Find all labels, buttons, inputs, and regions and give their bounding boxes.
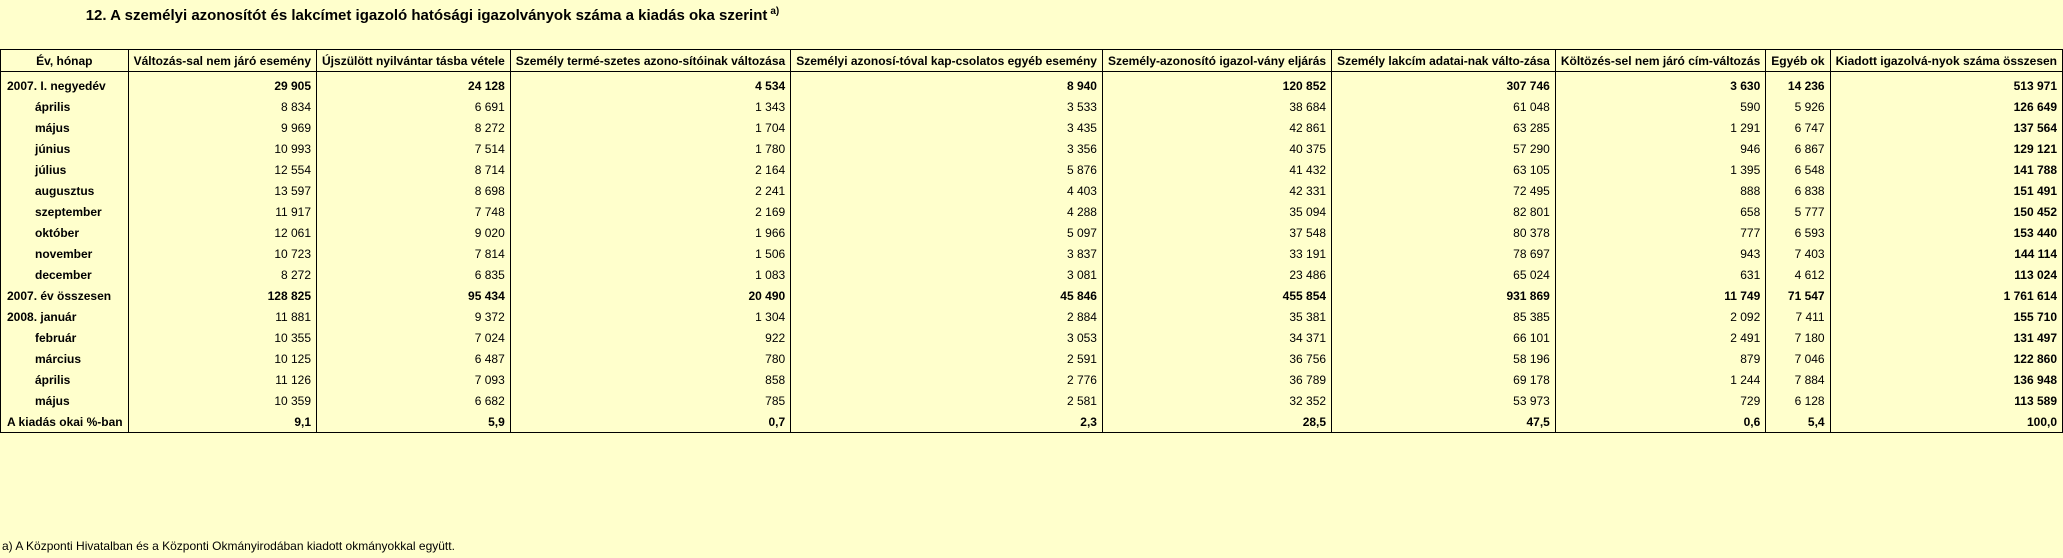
table-cell: 151 491 <box>1830 180 2062 201</box>
table-cell: 35 094 <box>1102 201 1331 222</box>
table-row <box>1 180 2063 201</box>
table-cell: 1 343 <box>510 96 790 117</box>
table-cell: 1 704 <box>510 117 790 138</box>
table-row <box>1 369 2063 390</box>
table-cell: 155 710 <box>1830 306 2062 327</box>
table-cell: 631 <box>1555 264 1765 285</box>
row-label: 2007. I. negyedév <box>1 72 129 97</box>
table-cell: 3 630 <box>1555 72 1765 97</box>
table-row <box>1 327 2063 348</box>
row-label: március <box>1 348 129 369</box>
row-label: augusztus <box>1 180 129 201</box>
table-cell: 922 <box>510 327 790 348</box>
table-cell: 11 126 <box>128 369 316 390</box>
table-cell: 6 691 <box>317 96 511 117</box>
row-label: július <box>1 159 129 180</box>
table-cell: 8 940 <box>791 72 1103 97</box>
table-cell: 23 486 <box>1102 264 1331 285</box>
col-header-id-card-procedure: Személy-azonosító igazol-vány eljárás <box>1102 50 1331 72</box>
table-row <box>1 285 2063 306</box>
table-cell: 3 435 <box>791 117 1103 138</box>
table-cell: 2 491 <box>1555 327 1765 348</box>
table-cell: 7 046 <box>1766 348 1830 369</box>
table-cell: 63 105 <box>1332 159 1556 180</box>
table-cell: 7 884 <box>1766 369 1830 390</box>
row-label: október <box>1 222 129 243</box>
table-cell: 6 548 <box>1766 159 1830 180</box>
table-cell: 2,3 <box>791 411 1103 433</box>
table-cell: 57 290 <box>1332 138 1556 159</box>
table-cell: 41 432 <box>1102 159 1331 180</box>
table-cell: 12 554 <box>128 159 316 180</box>
table-cell: 6 867 <box>1766 138 1830 159</box>
table-row <box>1 411 2063 433</box>
table-cell: 7 514 <box>317 138 511 159</box>
table-cell: 729 <box>1555 390 1765 411</box>
table-cell: 7 180 <box>1766 327 1830 348</box>
table-cell: 3 356 <box>791 138 1103 159</box>
row-label: április <box>1 369 129 390</box>
table-cell: 1 244 <box>1555 369 1765 390</box>
table-cell: 9,1 <box>128 411 316 433</box>
table-cell: 5 926 <box>1766 96 1830 117</box>
table-cell: 2 591 <box>791 348 1103 369</box>
table-cell: 72 495 <box>1332 180 1556 201</box>
row-label: 2007. év összesen <box>1 285 129 306</box>
table-cell: 10 355 <box>128 327 316 348</box>
table-cell: 2 884 <box>791 306 1103 327</box>
table-cell: 38 684 <box>1102 96 1331 117</box>
table-cell: 66 101 <box>1332 327 1556 348</box>
table-cell: 2 241 <box>510 180 790 201</box>
table-row <box>1 96 2063 117</box>
table-cell: 129 121 <box>1830 138 2062 159</box>
table-cell: 20 490 <box>510 285 790 306</box>
col-header-newborn: Újszülött nyilvántar tásba vétele <box>317 50 511 72</box>
table-cell: 10 125 <box>128 348 316 369</box>
table-cell: 137 564 <box>1830 117 2062 138</box>
table-cell: 6 128 <box>1766 390 1830 411</box>
table-cell: 29 905 <box>128 72 316 97</box>
table-cell: 34 371 <box>1102 327 1331 348</box>
table-cell: 53 973 <box>1332 390 1556 411</box>
table-row <box>1 72 2063 97</box>
table-cell: 150 452 <box>1830 201 2062 222</box>
table-row <box>1 264 2063 285</box>
table-cell: 35 381 <box>1102 306 1331 327</box>
table-cell: 85 385 <box>1332 306 1556 327</box>
table-cell: 4 403 <box>791 180 1103 201</box>
table-cell: 153 440 <box>1830 222 2062 243</box>
row-label: február <box>1 327 129 348</box>
row-label: május <box>1 117 129 138</box>
table-cell: 9 969 <box>128 117 316 138</box>
table-cell: 1 291 <box>1555 117 1765 138</box>
table-cell: 131 497 <box>1830 327 2062 348</box>
table-row <box>1 159 2063 180</box>
table-cell: 3 053 <box>791 327 1103 348</box>
table-cell: 2 169 <box>510 201 790 222</box>
table-cell: 2 581 <box>791 390 1103 411</box>
table-cell: 5 876 <box>791 159 1103 180</box>
table-cell: 126 649 <box>1830 96 2062 117</box>
table-cell: 1 395 <box>1555 159 1765 180</box>
table-row <box>1 390 2063 411</box>
table-cell: 8 834 <box>128 96 316 117</box>
table-row <box>1 222 2063 243</box>
row-label: június <box>1 138 129 159</box>
table-cell: 888 <box>1555 180 1765 201</box>
table-cell: 7 403 <box>1766 243 1830 264</box>
table-cell: 78 697 <box>1332 243 1556 264</box>
table-cell: 6 838 <box>1766 180 1830 201</box>
table-cell: 455 854 <box>1102 285 1331 306</box>
table-cell: 6 487 <box>317 348 511 369</box>
table-cell: 61 048 <box>1332 96 1556 117</box>
table-cell: 45 846 <box>791 285 1103 306</box>
table-cell: 141 788 <box>1830 159 2062 180</box>
table-cell: 113 589 <box>1830 390 2062 411</box>
table-cell: 58 196 <box>1332 348 1556 369</box>
table-cell: 24 128 <box>317 72 511 97</box>
table-cell: 879 <box>1555 348 1765 369</box>
col-header-period: Év, hónap <box>1 50 129 72</box>
table-cell: 32 352 <box>1102 390 1331 411</box>
table-cell: 95 434 <box>317 285 511 306</box>
table-cell: 590 <box>1555 96 1765 117</box>
table-cell: 33 191 <box>1102 243 1331 264</box>
row-label: A kiadás okai %-ban <box>1 411 129 433</box>
row-label: 2008. január <box>1 306 129 327</box>
table-cell: 777 <box>1555 222 1765 243</box>
table-cell: 10 359 <box>128 390 316 411</box>
table-cell: 2 092 <box>1555 306 1765 327</box>
table-cell: 3 837 <box>791 243 1103 264</box>
row-label: december <box>1 264 129 285</box>
table-cell: 5 777 <box>1766 201 1830 222</box>
table-cell: 113 024 <box>1830 264 2062 285</box>
table-cell: 11 749 <box>1555 285 1765 306</box>
table-cell: 13 597 <box>128 180 316 201</box>
table-cell: 1 966 <box>510 222 790 243</box>
col-header-no-change: Változás-sal nem járó esemény <box>128 50 316 72</box>
table-cell: 0,7 <box>510 411 790 433</box>
table-cell: 11 917 <box>128 201 316 222</box>
table-row <box>1 138 2063 159</box>
table-cell: 11 881 <box>128 306 316 327</box>
col-header-total: Kiadott igazolvá-nyok száma összesen <box>1830 50 2062 72</box>
table-cell: 785 <box>510 390 790 411</box>
col-header-other-id-event: Személyi azonosí-tóval kap-csolatos egyéb esemény <box>791 50 1103 72</box>
table-cell: 5,9 <box>317 411 511 433</box>
table-cell: 36 756 <box>1102 348 1331 369</box>
table-cell: 42 331 <box>1102 180 1331 201</box>
table-cell: 9 372 <box>317 306 511 327</box>
table-cell: 36 789 <box>1102 369 1331 390</box>
table-cell: 6 682 <box>317 390 511 411</box>
table-cell: 128 825 <box>128 285 316 306</box>
table-cell: 100,0 <box>1830 411 2062 433</box>
table-cell: 0,6 <box>1555 411 1765 433</box>
header-row <box>1 50 2063 72</box>
data-table <box>0 49 2063 433</box>
table-cell: 946 <box>1555 138 1765 159</box>
table-cell: 6 747 <box>1766 117 1830 138</box>
table-cell: 658 <box>1555 201 1765 222</box>
table-cell: 307 746 <box>1332 72 1556 97</box>
table-cell: 780 <box>510 348 790 369</box>
table-cell: 1 506 <box>510 243 790 264</box>
table-cell: 1 780 <box>510 138 790 159</box>
table-cell: 42 861 <box>1102 117 1331 138</box>
page-title: 12. A személyi azonosítót és lakcímet igazoló hatósági igazolványok száma a kiadás oka szerint $^{a)}$ <box>85 6 780 24</box>
table-cell: 63 285 <box>1332 117 1556 138</box>
table-cell: 5,4 <box>1766 411 1830 433</box>
table-cell: 1 304 <box>510 306 790 327</box>
table-cell: 4 288 <box>791 201 1103 222</box>
table-cell: 7 814 <box>317 243 511 264</box>
table-cell: 7 748 <box>317 201 511 222</box>
row-label: november <box>1 243 129 264</box>
table-cell: 82 801 <box>1332 201 1556 222</box>
table-cell: 47,5 <box>1332 411 1556 433</box>
table-cell: 144 114 <box>1830 243 2062 264</box>
table-cell: 65 024 <box>1332 264 1556 285</box>
table-cell: 858 <box>510 369 790 390</box>
row-label: április <box>1 96 129 117</box>
table-cell: 14 236 <box>1766 72 1830 97</box>
table-cell: 8 272 <box>128 264 316 285</box>
table-cell: 28,5 <box>1102 411 1331 433</box>
table-cell: 5 097 <box>791 222 1103 243</box>
table-cell: 1 761 614 <box>1830 285 2062 306</box>
table-cell: 10 993 <box>128 138 316 159</box>
table-row <box>1 348 2063 369</box>
table-row <box>1 306 2063 327</box>
table-cell: 7 024 <box>317 327 511 348</box>
table-cell: 120 852 <box>1102 72 1331 97</box>
table-cell: 122 860 <box>1830 348 2062 369</box>
table-cell: 2 776 <box>791 369 1103 390</box>
col-header-address-rename: Költözés-sel nem járó cím-változás <box>1555 50 1765 72</box>
col-header-id-change: Személy termé-szetes azono-sítóinak változása <box>510 50 790 72</box>
table-cell: 4 534 <box>510 72 790 97</box>
col-header-other: Egyéb ok <box>1766 50 1830 72</box>
table-cell: 8 698 <box>317 180 511 201</box>
table-cell: 931 869 <box>1332 285 1556 306</box>
table-cell: 69 178 <box>1332 369 1556 390</box>
table-cell: 80 378 <box>1332 222 1556 243</box>
table-cell: 12 061 <box>128 222 316 243</box>
table-cell: 136 948 <box>1830 369 2062 390</box>
table-cell: 37 548 <box>1102 222 1331 243</box>
table-cell: 8 714 <box>317 159 511 180</box>
table-cell: 4 612 <box>1766 264 1830 285</box>
table-cell: 943 <box>1555 243 1765 264</box>
table-cell: 71 547 <box>1766 285 1830 306</box>
table-cell: 513 971 <box>1830 72 2062 97</box>
row-label: május <box>1 390 129 411</box>
table-cell: 9 020 <box>317 222 511 243</box>
table-cell: 40 375 <box>1102 138 1331 159</box>
col-header-address-change: Személy lakcím adatai-nak válto-zása <box>1332 50 1556 72</box>
table-row <box>1 117 2063 138</box>
table-cell: 3 533 <box>791 96 1103 117</box>
table-cell: 8 272 <box>317 117 511 138</box>
footnote: a) A Központi Hivatalban és a Központi Okmányirodában kiadott okmányokkal együtt. <box>2 539 455 553</box>
table-cell: 7 411 <box>1766 306 1830 327</box>
row-label: szeptember <box>1 201 129 222</box>
table-cell: 1 083 <box>510 264 790 285</box>
table-row <box>1 243 2063 264</box>
table-cell: 2 164 <box>510 159 790 180</box>
title-footnote-marker: a) <box>770 6 780 17</box>
table-cell: 6 835 <box>317 264 511 285</box>
table-row <box>1 201 2063 222</box>
table-cell: 3 081 <box>791 264 1103 285</box>
table-cell: 7 093 <box>317 369 511 390</box>
table-cell: 10 723 <box>128 243 316 264</box>
table-cell: 6 593 <box>1766 222 1830 243</box>
